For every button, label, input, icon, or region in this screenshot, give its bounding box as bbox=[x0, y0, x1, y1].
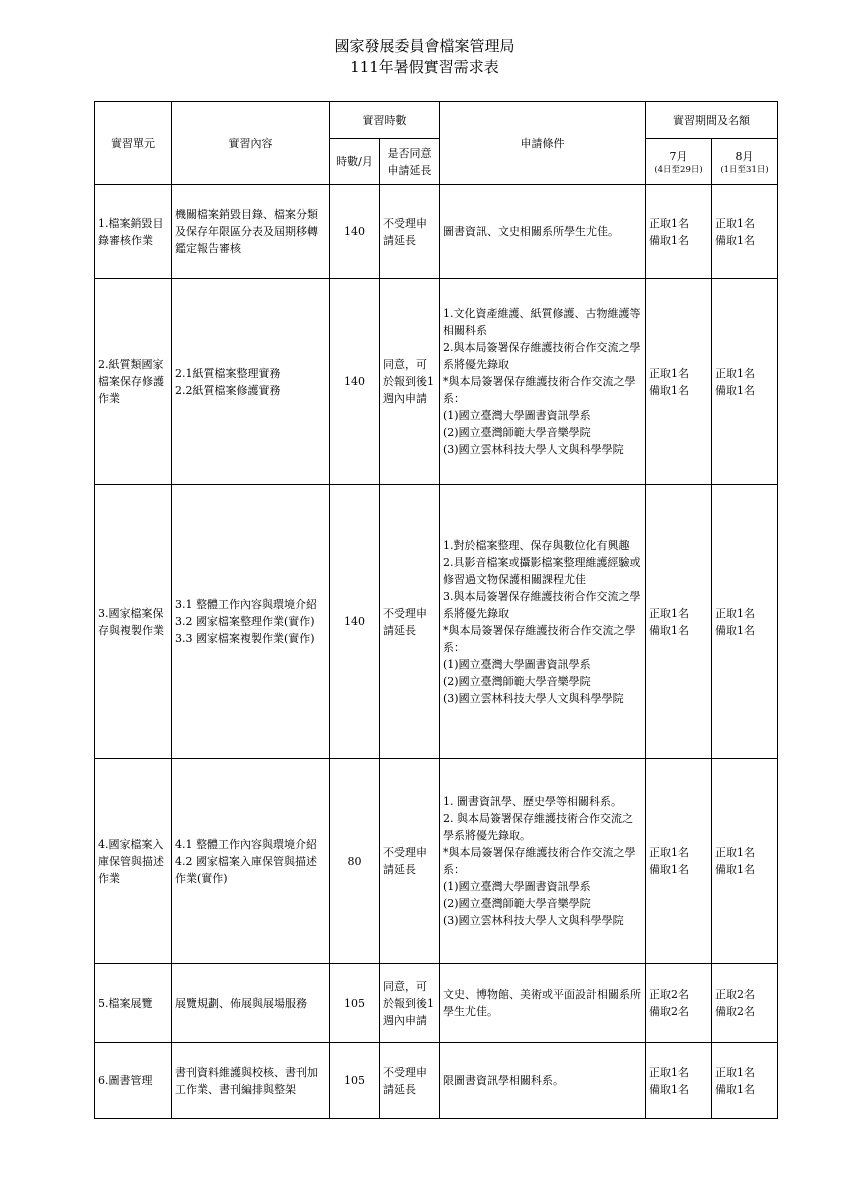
row-unit: 1.檔案銷毀目錄審核作業 bbox=[95, 185, 172, 279]
row-hours: 105 bbox=[330, 964, 380, 1043]
document-title: 國家發展委員會檔案管理局 bbox=[334, 37, 515, 55]
row-content-line: 4.1 整體工作內容與環境介紹 bbox=[175, 837, 317, 851]
row-conditions-line: 文史、博物館、美術或平面設計相關系所學生尤佳。 bbox=[443, 988, 641, 1018]
table-row bbox=[95, 279, 778, 485]
row-conditions-line: *與本局簽署保存維護技術合作交流之學系： bbox=[443, 846, 636, 876]
row-july-quota-line: 備取2名 bbox=[649, 1005, 689, 1018]
header-july-range: (4日至29日) bbox=[654, 164, 703, 175]
row-conditions-line: 限圖書資訊學相關科系。 bbox=[443, 1074, 564, 1087]
table-row bbox=[95, 759, 778, 964]
row-july-quota-line: 備取1名 bbox=[649, 233, 689, 247]
row-august-quota bbox=[712, 485, 778, 759]
row-extension: 不受理申請延長 bbox=[380, 1043, 440, 1119]
row-conditions-line: 1. 圖書資訊學、歷史學等相關科系。 bbox=[443, 795, 622, 808]
row-conditions bbox=[440, 185, 646, 279]
row-content-line: 3.3 國家檔案複製作業(實作) bbox=[175, 632, 315, 645]
row-content-line: 2.1紙質檔案整理實務 bbox=[175, 366, 281, 380]
row-july-quota bbox=[646, 1043, 712, 1119]
document-subtitle: 111年暑假實習需求表 bbox=[350, 58, 499, 76]
row-august-quota-line: 正取1名 bbox=[715, 366, 755, 380]
row-content bbox=[172, 964, 330, 1043]
row-august-quota bbox=[712, 185, 778, 279]
row-unit: 4.國家檔案入庫保管與描述作業 bbox=[95, 759, 172, 964]
row-content bbox=[172, 185, 330, 279]
row-conditions-line: (1)國立臺灣大學圖書資訊學系 bbox=[443, 657, 591, 671]
header-content: 實習內容 bbox=[172, 102, 330, 185]
row-july-quota-line: 備取1名 bbox=[649, 383, 689, 397]
row-conditions bbox=[440, 759, 646, 964]
row-conditions-line: (3)國立雲林科技大學人文與科學學院 bbox=[443, 691, 624, 705]
row-extension: 不受理申請延長 bbox=[380, 759, 440, 964]
row-unit: 2.紙質類國家檔案保存修護作業 bbox=[95, 279, 172, 485]
row-unit: 3.國家檔案保存與複製作業 bbox=[95, 485, 172, 759]
row-july-quota bbox=[646, 485, 712, 759]
row-august-quota-line: 備取1名 bbox=[715, 1082, 755, 1096]
header-extension: 是否同意申請延長 bbox=[380, 139, 440, 185]
row-july-quota-line: 正取1名 bbox=[649, 1065, 689, 1079]
row-conditions bbox=[440, 1043, 646, 1119]
header-unit: 實習單元 bbox=[95, 102, 172, 185]
row-extension: 不受理申請延長 bbox=[380, 185, 440, 279]
row-conditions-line: 2.與本局簽署保存維護技術合作交流之學系將優先錄取 bbox=[443, 341, 641, 371]
row-july-quota-line: 備取1名 bbox=[649, 1082, 689, 1096]
row-content bbox=[172, 485, 330, 759]
row-content bbox=[172, 759, 330, 964]
row-content-line: 3.1 整體工作內容與環境介紹 bbox=[175, 598, 317, 611]
row-conditions bbox=[440, 485, 646, 759]
header-july-label: 7月 bbox=[669, 149, 688, 163]
row-conditions-line: (2)國立臺灣師範大學音樂學院 bbox=[443, 426, 591, 439]
table-row bbox=[95, 485, 778, 759]
row-content bbox=[172, 279, 330, 485]
row-august-quota-line: 備取1名 bbox=[715, 863, 755, 876]
row-content-line: 書刊資料維護與校核、書刊加工作業、書刊編排與整架 bbox=[175, 1065, 318, 1096]
row-august-quota-line: 正取1名 bbox=[715, 606, 755, 620]
row-august-quota-line: 備取1名 bbox=[715, 383, 755, 397]
row-august-quota bbox=[712, 964, 778, 1043]
row-august-quota-line: 正取2名 bbox=[715, 988, 755, 1001]
row-hours: 105 bbox=[330, 1043, 380, 1119]
row-july-quota-line: 正取2名 bbox=[649, 988, 689, 1001]
row-conditions-line: (1)國立臺灣大學圖書資訊學系 bbox=[443, 880, 591, 893]
header-hours: 實習時數 bbox=[330, 102, 440, 139]
table-row bbox=[95, 964, 778, 1043]
header-period: 實習期間及名額 bbox=[646, 102, 778, 139]
row-content-line: 機關檔案銷毀目錄、檔案分類及保存年限區分表及屆期移轉鑑定報告審核 bbox=[175, 208, 318, 255]
row-august-quota bbox=[712, 1043, 778, 1119]
row-august-quota-line: 備取2名 bbox=[715, 1005, 755, 1018]
row-conditions-line: (2)國立臺灣師範大學音樂學院 bbox=[443, 674, 591, 688]
row-content-line: 4.2 國家檔案入庫保管與描述作業(實作) bbox=[175, 854, 317, 885]
row-extension: 不受理申請延長 bbox=[380, 485, 440, 759]
row-conditions-line: 圖書資訊、文史相關系所學生尤佳。 bbox=[443, 225, 619, 238]
table-row bbox=[95, 185, 778, 279]
row-august-quota-line: 備取1名 bbox=[715, 233, 755, 247]
header-july bbox=[646, 139, 712, 185]
header-august bbox=[712, 139, 778, 185]
row-august-quota bbox=[712, 279, 778, 485]
row-conditions-line: 3.與本局簽署保存維護技術合作交流之學系將優先錄取 bbox=[443, 589, 641, 620]
row-conditions bbox=[440, 964, 646, 1043]
row-unit: 5.檔案展覽 bbox=[95, 964, 172, 1043]
row-july-quota-line: 備取1名 bbox=[649, 863, 689, 876]
row-august-quota-line: 正取1名 bbox=[715, 846, 755, 859]
row-content-line: 展覽規劃、佈展與展場服務 bbox=[175, 996, 307, 1010]
row-conditions-line: (3)國立雲林科技大學人文與科學學院 bbox=[443, 443, 624, 456]
row-july-quota bbox=[646, 279, 712, 485]
row-hours: 80 bbox=[330, 759, 380, 964]
row-content-line: 3.2 國家檔案整理作業(實作) bbox=[175, 615, 315, 628]
row-extension: 同意，可於報到後1週內申請 bbox=[380, 964, 440, 1043]
row-july-quota-line: 正取1名 bbox=[649, 606, 689, 620]
row-conditions-line: (1)國立臺灣大學圖書資訊學系 bbox=[443, 409, 591, 422]
row-hours: 140 bbox=[330, 185, 380, 279]
table-row bbox=[95, 1043, 778, 1119]
row-july-quota-line: 正取1名 bbox=[649, 366, 689, 380]
row-conditions-line: *與本局簽署保存維護技術合作交流之學系： bbox=[443, 375, 636, 405]
row-conditions-line: (2)國立臺灣師範大學音樂學院 bbox=[443, 897, 591, 910]
internship-table bbox=[94, 101, 778, 1119]
row-conditions-line: (3)國立雲林科技大學人文與科學學院 bbox=[443, 914, 624, 927]
row-august-quota-line: 正取1名 bbox=[715, 1065, 755, 1079]
row-hours: 140 bbox=[330, 279, 380, 485]
row-conditions-line: 2.具影音檔案或攝影檔案整理維護經驗或修習過文物保護相關課程尤佳 bbox=[443, 555, 641, 586]
row-july-quota bbox=[646, 964, 712, 1043]
row-august-quota-line: 備取1名 bbox=[715, 623, 755, 637]
row-content-line: 2.2紙質檔案修護實務 bbox=[175, 383, 281, 397]
header-august-range: (1日至31日) bbox=[720, 164, 769, 175]
row-conditions-line: 1.文化資產維護、紙質修護、古物維護等相關科系 bbox=[443, 307, 641, 337]
row-conditions bbox=[440, 279, 646, 485]
row-conditions-line: 1.對於檔案整理、保存與數位化有興趣 bbox=[443, 538, 630, 552]
row-extension: 同意，可於報到後1週內申請 bbox=[380, 279, 440, 485]
row-july-quota bbox=[646, 185, 712, 279]
row-conditions-line: *與本局簽署保存維護技術合作交流之學系： bbox=[443, 623, 636, 654]
row-unit: 6.圖書管理 bbox=[95, 1043, 172, 1119]
row-july-quota bbox=[646, 759, 712, 964]
row-hours: 140 bbox=[330, 485, 380, 759]
header-hours-per-month: 時數/月 bbox=[330, 139, 380, 185]
row-july-quota-line: 正取1名 bbox=[649, 846, 689, 859]
header-conditions: 申請條件 bbox=[440, 102, 646, 185]
row-july-quota-line: 正取1名 bbox=[649, 216, 689, 230]
row-august-quota bbox=[712, 759, 778, 964]
row-july-quota-line: 備取1名 bbox=[649, 623, 689, 637]
header-august-label: 8月 bbox=[735, 149, 754, 163]
row-august-quota-line: 正取1名 bbox=[715, 216, 755, 230]
row-content bbox=[172, 1043, 330, 1119]
row-conditions-line: 2. 與本局簽署保存維護技術合作交流之學系將優先錄取。 bbox=[443, 812, 633, 842]
